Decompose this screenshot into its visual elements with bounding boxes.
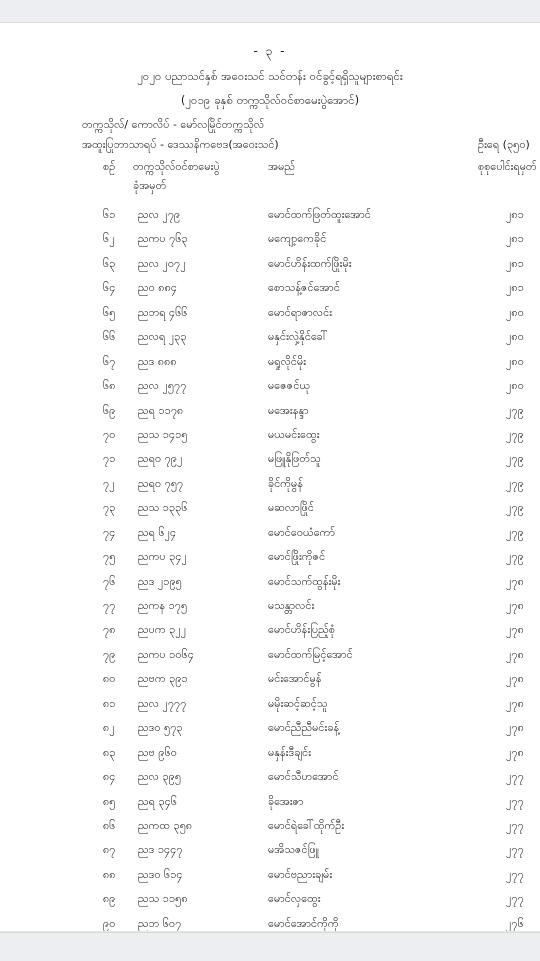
viewer-bottom-bar xyxy=(0,932,540,961)
row-name: မောင်ထက်ဖြတ်ထူးအောင် xyxy=(268,208,371,221)
table-row xyxy=(0,302,540,326)
column-header-total: စုစုပေါင်းရမှတ် xyxy=(478,160,537,173)
row-no: ၆၁ xyxy=(103,208,116,221)
table-row xyxy=(0,766,540,790)
row-total: ၂၇၈ xyxy=(506,647,524,661)
table-row xyxy=(0,497,540,521)
row-no: ၆၅ xyxy=(103,305,116,319)
document-page[interactable] xyxy=(0,23,540,931)
table-row xyxy=(0,571,540,595)
row-exam: ညဒ၀ ၅၇၃ xyxy=(138,721,183,735)
row-name: မရှုလိုင်မိုး xyxy=(268,354,307,368)
row-name: မနှန်းဒီချင်း xyxy=(268,745,312,759)
row-total: ၂၇၈ xyxy=(506,623,524,637)
document-subtitle: (၂၀၁၉ ခုနှစ် တက္ကသိုလ်ဝင်စာမေးပွဲအောင်) xyxy=(180,93,360,107)
table-row xyxy=(0,693,540,717)
row-no: ၇၂ xyxy=(103,476,115,490)
row-exam: ညရ ၆၂၄ xyxy=(138,525,177,539)
row-exam: ညရ ၃၄၆ xyxy=(138,794,178,808)
table-row xyxy=(0,717,540,741)
row-exam: ညကပ ၃၄၂ xyxy=(138,550,187,564)
row-exam: ညရ၀ ၇၉၂ xyxy=(138,452,183,466)
row-name: မကျော့ကေခိုင် xyxy=(268,232,327,246)
row-total: ၂၇၉ xyxy=(506,525,524,539)
university-label: တက္ကသိုလ်/ ကောလိပ် - မော်လမြိုင်တက္ကသိုလ် xyxy=(82,118,265,131)
table-row xyxy=(0,595,540,619)
column-header-name: အမည် xyxy=(268,160,296,173)
table-row xyxy=(0,400,540,424)
row-no: ၆၃ xyxy=(103,256,116,270)
row-no: ၇၁ xyxy=(103,452,116,466)
row-no: ၇၉ xyxy=(103,647,116,661)
row-name: မောင်ဖြိုးကိုဇင် xyxy=(268,550,326,564)
table-row xyxy=(0,864,540,888)
row-exam: ညသ ၁၃၃၆ xyxy=(138,501,188,515)
row-name: မနှင်းလှဲ့နိုင်ခေါ် xyxy=(268,330,328,344)
row-total: ၂၇၉ xyxy=(506,476,524,490)
row-exam: ညလ ၂၇၇၇ xyxy=(138,696,187,710)
row-exam: ညဘရ ၄၆၆ xyxy=(138,305,188,319)
row-total: ၂၈၁ xyxy=(506,256,524,270)
table-row xyxy=(0,351,540,375)
row-no: ၆၆ xyxy=(103,330,116,344)
row-total: ၂၇၈ xyxy=(506,672,524,686)
row-name: မင်းအောင်မွန် xyxy=(268,672,322,686)
table-row xyxy=(0,277,540,301)
row-exam: ညဘ ၆၀၇ xyxy=(138,916,182,930)
row-total: ၂၇၈ xyxy=(506,574,524,588)
row-exam: ညဗ ၉၆၀ xyxy=(138,745,177,759)
row-total: ၂၇၉ xyxy=(506,550,524,564)
row-no: ၈၂ xyxy=(103,721,115,735)
row-total: ၂၇၆ xyxy=(506,916,524,930)
row-total: ၂၇၇ xyxy=(506,794,524,808)
table-row xyxy=(0,204,540,228)
viewer-top-bar xyxy=(0,0,540,23)
row-total: ၂၇၉ xyxy=(506,501,524,515)
table-row xyxy=(0,815,540,839)
row-exam: ညလရ ၂၃၃ xyxy=(138,330,187,344)
row-name: မအေးနန္ဒာ xyxy=(268,403,309,417)
table-row xyxy=(0,326,540,350)
row-no: ၆၉ xyxy=(103,403,116,417)
row-exam: ညကပ ၇၆၃ xyxy=(138,232,188,246)
table-row xyxy=(0,522,540,546)
row-total: ၂၈၀ xyxy=(506,330,524,344)
row-total: ၂၈၁ xyxy=(506,281,524,295)
row-name: မောင်လှထွေး xyxy=(268,892,321,906)
row-exam: ညဗက ၃၉၁ xyxy=(138,672,188,686)
row-name: မောင်သက်ထွန်းမိုး xyxy=(268,574,341,588)
row-exam: ညဒ ၂၁၉၅ xyxy=(138,574,182,588)
table-row xyxy=(0,791,540,815)
row-name: မောင်ရာဇာလင်း xyxy=(268,305,332,319)
row-exam: ညဒ ၁၄၄၇ xyxy=(138,843,183,857)
row-exam: ညဝ ၈၈၄ xyxy=(138,281,178,295)
row-exam: ညကပ ၁၀၆၄ xyxy=(138,647,194,661)
row-total: ၂၇၇ xyxy=(506,818,524,832)
row-total: ၂၇၈ xyxy=(506,745,524,759)
row-no: ၇၀ xyxy=(103,427,116,441)
row-total: ၂၈၀ xyxy=(506,354,524,368)
row-no: ၆၈ xyxy=(103,379,116,393)
row-no: ၇၆ xyxy=(103,574,116,588)
row-no: ၇၇ xyxy=(103,599,116,612)
table-row xyxy=(0,913,540,931)
row-total: ၂၇၇ xyxy=(506,770,524,784)
table-row xyxy=(0,546,540,570)
row-name: မောင်ဟိန်းထက်ဖြိုးမိုး xyxy=(268,256,352,270)
table-row xyxy=(0,742,540,766)
table-row xyxy=(0,375,540,399)
table-row xyxy=(0,253,540,277)
row-no: ၇၃ xyxy=(103,501,116,515)
row-total: ၂၈၁ xyxy=(506,208,524,221)
row-no: ၇၄ xyxy=(103,525,116,539)
row-exam: ညသ ၁၄၁၅ xyxy=(138,427,188,441)
row-name: မယမင်းထွေး xyxy=(268,427,320,441)
row-total: ၂၇၈ xyxy=(506,696,524,710)
row-total: ၂၇၉ xyxy=(506,452,524,466)
row-no: ၈၇ xyxy=(103,843,116,857)
row-name: မောင်ဟိန်းပြည့်စုံ xyxy=(268,623,336,637)
row-total: ၂၇၉ xyxy=(506,403,524,417)
row-total: ၂၇၉ xyxy=(506,427,524,441)
row-name: မောင်သီဟအောင် xyxy=(268,770,339,784)
row-total: ၂၈၀ xyxy=(506,305,524,319)
student-list xyxy=(0,204,540,931)
row-no: ၉၀ xyxy=(103,916,116,930)
row-total: ၂၇၈ xyxy=(506,721,524,735)
row-name: မဇေဇင်ယု xyxy=(268,379,311,393)
row-name: ခိုင်ကိုမွန် xyxy=(268,476,304,490)
row-no: ၈၈ xyxy=(103,867,116,881)
table-row xyxy=(0,448,540,472)
row-no: ၈၀ xyxy=(103,672,116,686)
row-total: ၂၈၀ xyxy=(506,379,524,393)
row-exam: ညဒ ၈၈၈ xyxy=(138,354,177,368)
row-name: မဖြူနိုဖြတ်သူ xyxy=(268,452,321,466)
table-row xyxy=(0,619,540,643)
row-no: ၇၅ xyxy=(103,550,116,564)
row-total: ၂၇၇ xyxy=(506,843,524,857)
row-name: မောင်ဝေယံကော် xyxy=(268,525,335,539)
table-row xyxy=(0,668,540,692)
row-no: ၈၃ xyxy=(103,745,116,759)
table-row xyxy=(0,888,540,912)
row-exam: ညကထ ၃၅၈ xyxy=(138,818,193,832)
row-name: မမိုးဆင့်ဆင့်သူ xyxy=(268,696,328,710)
row-name: မသန္တာလင်း xyxy=(268,599,315,612)
row-no: ၈၅ xyxy=(103,794,116,808)
row-total: ၂၈၁ xyxy=(506,232,524,246)
row-name: မောင်ရဲခေါ်ထိုက်ဦး xyxy=(268,818,345,832)
row-no: ၆၇ xyxy=(103,354,116,368)
row-total: ၂၇၇ xyxy=(506,867,524,881)
row-exam: ညလ ၂၇၉ xyxy=(138,208,181,221)
row-exam: ညလ ၂၀၇၂ xyxy=(138,256,186,270)
row-no: ၆၂ xyxy=(103,232,115,246)
document-title: ၂၀၂၀ ပညာသင်နှစ် အဝေးသင် သင်တန်း ဝင်ခွင့်ရရှိသူများစာရင်း xyxy=(137,69,403,83)
column-header-exam: တက္ကသိုလ်ဝင်စာမေးပွဲ xyxy=(133,160,220,173)
row-no: ၇၈ xyxy=(103,623,116,637)
row-no: ၈၄ xyxy=(103,770,116,784)
row-no: ၆၄ xyxy=(103,281,116,295)
row-name: မဆလာဖြိုင် xyxy=(268,501,314,515)
row-exam: ညဒ၀ ၆၁၄ xyxy=(138,867,183,881)
row-total: ၂၇၈ xyxy=(506,599,524,612)
row-exam: ညကန ၁၇၅ xyxy=(138,599,188,612)
intake-count: ဦးရေ (၃၅၀) xyxy=(478,138,530,151)
row-exam: ညရ၀ ၇၅၇ xyxy=(138,476,184,490)
row-exam: ညသ ၁၁၅၈ xyxy=(138,892,188,906)
table-row xyxy=(0,424,540,448)
table-row xyxy=(0,839,540,863)
row-name: မောင်ဗညားချမ်း xyxy=(268,867,333,881)
row-exam: ညပက ၃၂၂ xyxy=(138,623,187,637)
row-name: မောင်အောင်ကိုကို xyxy=(268,916,339,930)
row-name: စောသန့်ဇင်အောင် xyxy=(268,281,340,295)
table-row xyxy=(0,228,540,252)
row-exam: ညရ ၁၁၇၈ xyxy=(138,403,184,417)
table-row xyxy=(0,644,540,668)
row-no: ၈၆ xyxy=(103,818,116,832)
row-name: မအိသဇင်ဖြူ xyxy=(268,843,319,857)
row-no: ၈၉ xyxy=(103,892,116,906)
row-name: မောင်ညီညီမင်းခန့် xyxy=(268,721,340,735)
column-header-exam-seat: ခုံအမှတ် xyxy=(133,179,167,192)
table-row xyxy=(0,473,540,497)
row-total: ၂၇၇ xyxy=(506,892,524,906)
row-name: ခိုအေးဇာ xyxy=(268,794,304,808)
row-exam: ညလ ၃၉၅ xyxy=(138,770,182,784)
row-name: မောင်ထက်မြင့်အောင် xyxy=(268,647,353,661)
row-no: ၈၁ xyxy=(103,696,116,710)
column-header-no: စဉ် xyxy=(103,160,116,173)
row-exam: ညလ ၂၅၇၇ xyxy=(138,379,187,393)
major-label: အထူးပြုဘာသာရပ် - ဒေဿနိကဗေဒ(အဝေးသင်) xyxy=(82,138,279,151)
page-number: - ၃ - xyxy=(253,44,287,58)
